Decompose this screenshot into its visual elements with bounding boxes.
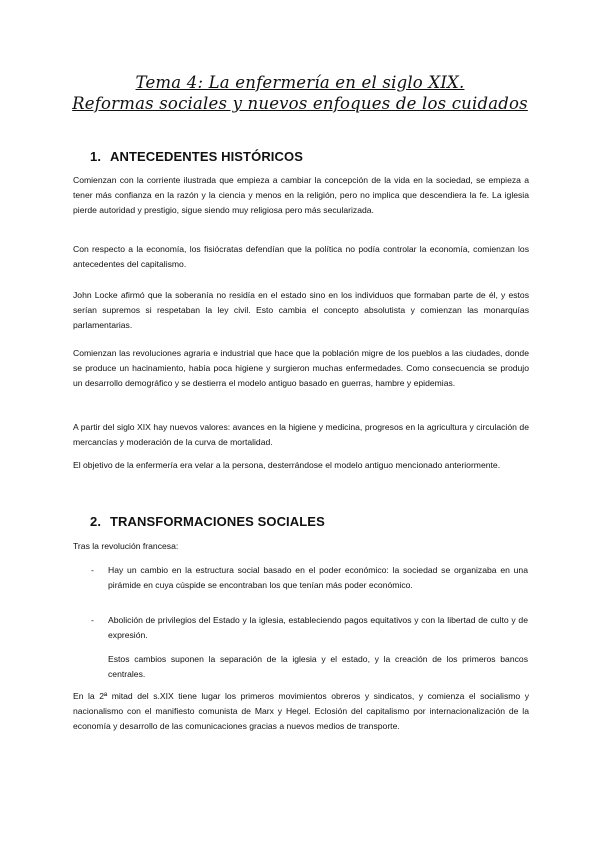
indented-note: Estos cambios suponen la separación de la iglesia y el estado, y la creación de los primeros bancos centrales. xyxy=(108,654,528,680)
section-2-heading xyxy=(90,514,325,529)
section-1-paragraph: Comienzan con la corriente ilustrada que empieza a cambiar la concepción de la vida en la sociedad, se empieza a tener más confianza en la razón y la ciencia y menos en la religión, pero no implica que descendiera la fe. La iglesia pierde autoridad y prestigio, sigue siendo muy religiosa pero más secularizada. xyxy=(73,175,529,216)
section-1-paragraph: A partir del siglo XIX hay nuevos valores: avances en la higiene y medicina, progresos en la agricultura y circulación de mercancías y moderación de la curva de mortalidad. xyxy=(73,422,529,448)
section-1-paragraph: John Locke afirmó que la soberanía no residía en el estado sino en los individuos que formaban parte de él, y estos serían supremos si respetaban la ley civil. Esto cambia el concepto absolutista y comienzan las monarquías parlamentarias. xyxy=(73,290,529,331)
section-1-title: ANTECEDENTES HISTÓRICOS xyxy=(110,149,303,164)
bullet-marker: - xyxy=(91,615,94,625)
list-item-text: Abolición de privilegios del Estado y la iglesia, estableciendo pagos equitativos y con la libertad de culto y de expresión. xyxy=(108,615,528,641)
document-title-line-1: Tema 4: La enfermería en el siglo XIX. xyxy=(135,73,465,92)
section-1-paragraph: Comienzan las revoluciones agraria e industrial que hace que la población migre de los pueblos a las ciudades, donde se produce un hacinamiento, había poca higiene y surgieron muchas enfermedades. Como consecuencia se produjo un desarrollo demográfico y se destierra el modelo antiguo basado en guerras, hambre y epidemias. xyxy=(73,348,529,389)
section-1-heading xyxy=(90,149,303,164)
section-1-number: 1. xyxy=(90,149,102,164)
bullet-marker: - xyxy=(91,565,94,575)
section-2-closing-paragraph: En la 2ª mitad del s.XIX tiene lugar los primeros movimientos obreros y sindicatos, y comienza el socialismo y nacionalismo con el manifiesto comunista de Marx y Hegel. Eclosión del capitalismo por internacionalización de la economía y desarrollo de las comunicaciones gracias a nuevos medios de transporte. xyxy=(73,691,529,732)
list-item-text: Hay un cambio en la estructura social basado en el poder económico: la sociedad se organizaba en una pirámide en cuya cúspide se encontraban los que tenían más poder económico. xyxy=(108,565,528,591)
document-title-line-2: Reformas sociales y nuevos enfoques de los cuidados xyxy=(72,94,528,113)
section-2-intro: Tras la revolución francesa: xyxy=(73,541,179,551)
section-2-title: TRANSFORMACIONES SOCIALES xyxy=(110,514,325,529)
section-2-number: 2. xyxy=(90,514,102,529)
section-1-paragraph: El objetivo de la enfermería era velar a la persona, desterrándose el modelo antiguo mencionado anteriormente. xyxy=(73,460,501,470)
section-1-paragraph: Con respecto a la economía, los fisiócratas defendían que la política no podía controlar la economía, comienzan los antecedentes del capitalismo. xyxy=(73,244,529,270)
